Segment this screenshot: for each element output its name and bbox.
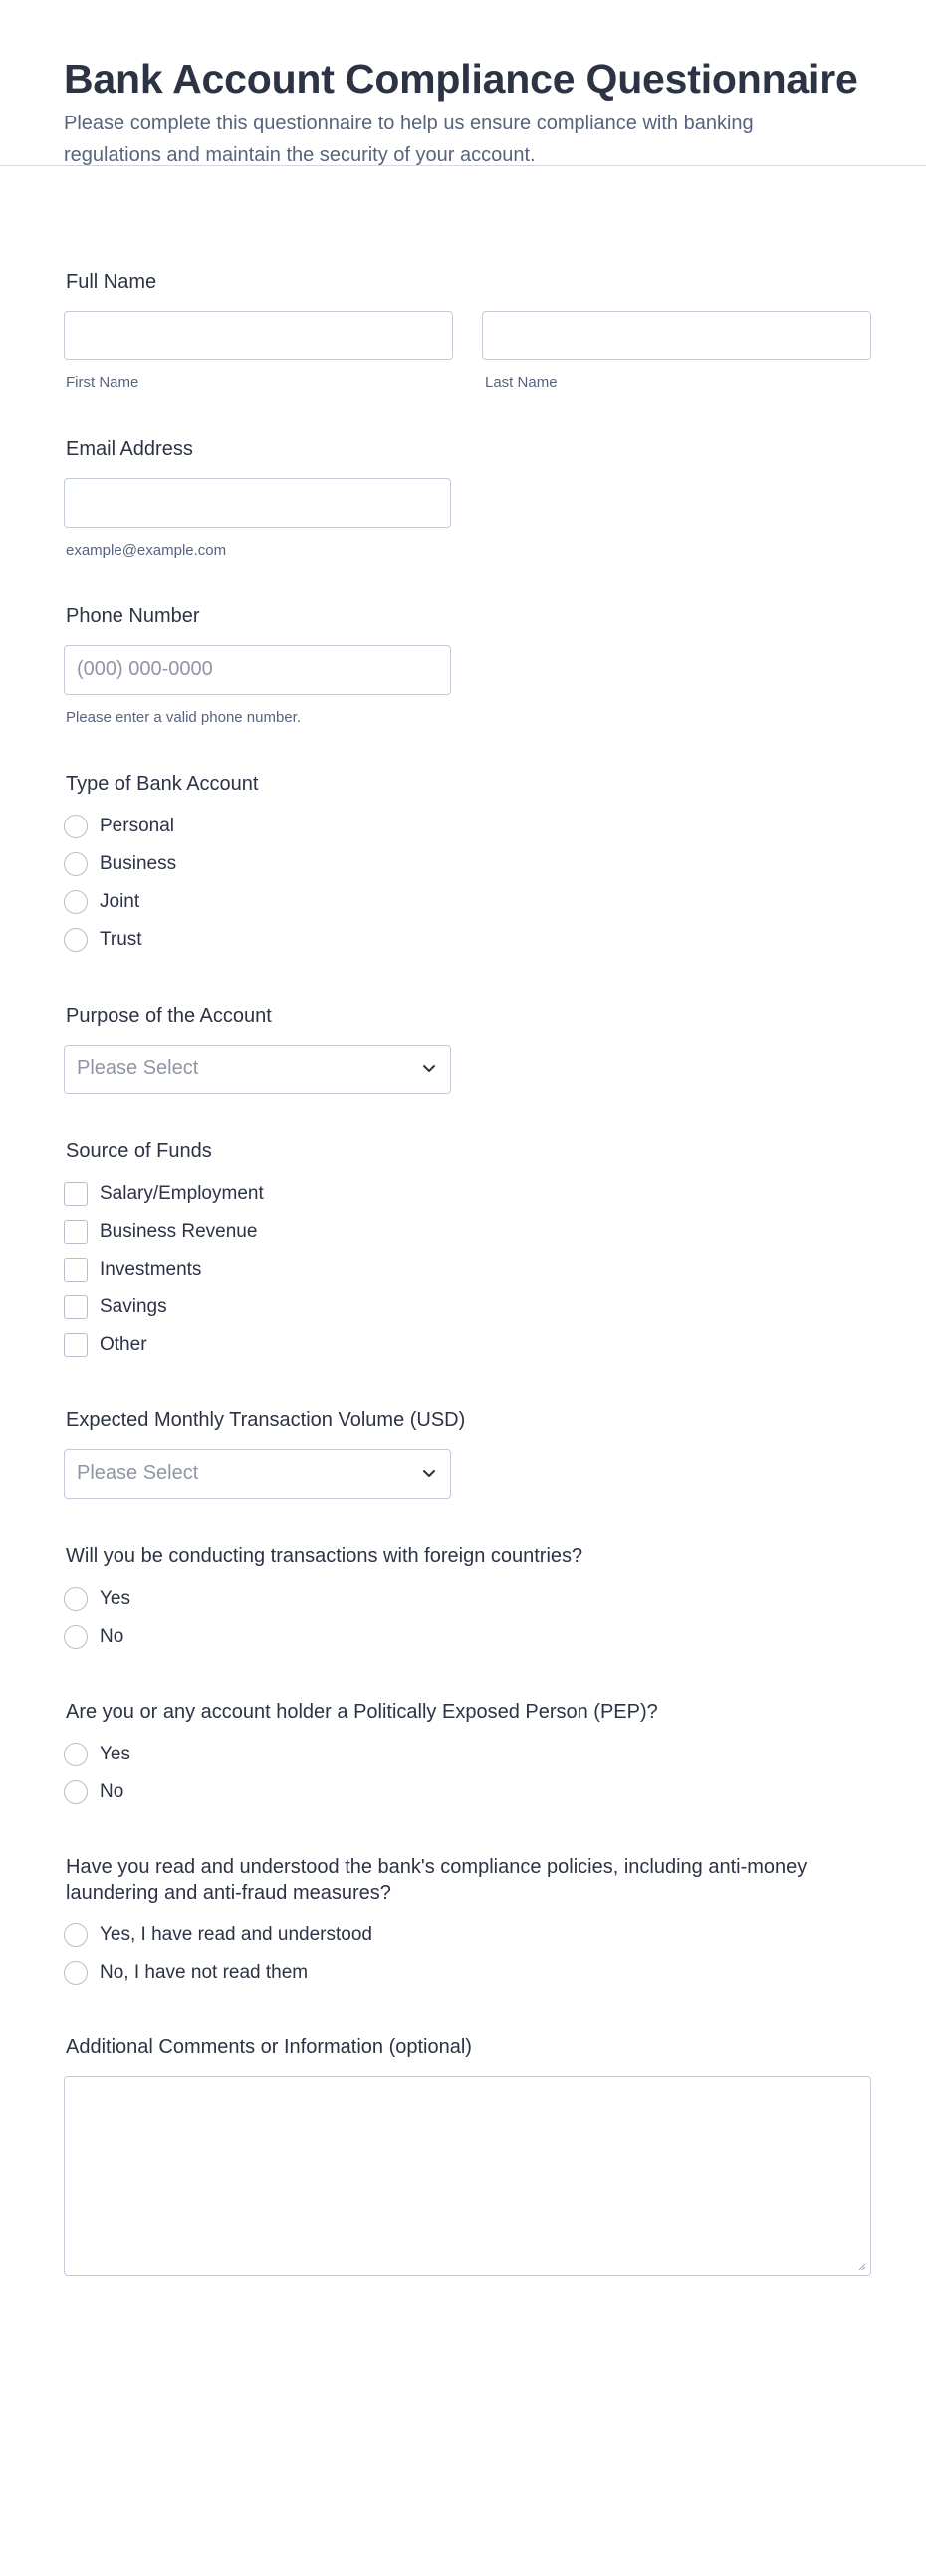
chevron-down-icon [420,1464,438,1482]
volume-selected-value: Please Select [77,1462,199,1484]
source-option-business-revenue[interactable] [64,1218,257,1246]
page-title: Bank Account Compliance Questionnaire [64,56,858,102]
radio-button[interactable] [64,890,88,914]
radio-button[interactable] [64,1961,88,1985]
page-subtitle: Please complete this questionnaire to help us ensure compliance with banking regulations and maintain the security of your account. [64,113,754,166]
radio-button[interactable] [64,928,88,952]
radio-button[interactable] [64,852,88,876]
volume-select[interactable] [64,1449,451,1499]
radio-button[interactable] [64,815,88,838]
email-sublabel: example@example.com [66,542,227,559]
option-label: No [100,1781,124,1802]
policies-option-yes[interactable] [64,1921,372,1949]
option-label: Yes, I have read and understood [100,1924,372,1945]
option-label: Other [100,1334,147,1355]
option-label: Yes [100,1588,130,1609]
checkbox[interactable] [64,1295,88,1319]
radio-button[interactable] [64,1923,88,1947]
purpose-selected-value: Please Select [77,1057,199,1079]
source-option-investments[interactable] [64,1256,201,1284]
checkbox[interactable] [64,1258,88,1282]
radio-button[interactable] [64,1743,88,1766]
account-type-option-business[interactable] [64,850,176,878]
phone-label: Phone Number [66,605,200,627]
first-name-input[interactable] [64,311,453,360]
option-label: Joint [100,891,140,912]
email-label: Email Address [66,438,193,460]
pep-label: Are you or any account holder a Politically Exposed Person (PEP)? [66,1701,658,1723]
option-label: No, I have not read them [100,1962,309,1983]
comments-textarea[interactable] [64,2076,871,2276]
phone-input[interactable]: (000) 000-0000 [64,645,451,695]
checkbox[interactable] [64,1220,88,1244]
purpose-select[interactable] [64,1045,451,1094]
comments-label: Additional Comments or Information (optional) [66,2036,472,2058]
chevron-down-icon [420,1059,438,1077]
foreign-option-yes[interactable] [64,1585,130,1613]
policies-option-no[interactable] [64,1959,308,1987]
option-label: Salary/Employment [100,1183,264,1204]
foreign-option-no[interactable] [64,1623,123,1651]
option-label: Savings [100,1296,167,1317]
option-label: No [100,1626,124,1647]
source-option-other[interactable] [64,1331,147,1359]
full-name-label: Full Name [66,271,157,293]
last-name-sublabel: Last Name [485,374,558,391]
form-header [0,0,926,166]
radio-button[interactable] [64,1625,88,1649]
option-label: Investments [100,1259,202,1280]
first-name-sublabel: First Name [66,374,139,391]
volume-label: Expected Monthly Transaction Volume (USD) [66,1409,466,1431]
purpose-label: Purpose of the Account [66,1005,272,1027]
account-type-option-personal[interactable] [64,813,174,840]
foreign-transactions-label: Will you be conducting transactions with foreign countries? [66,1545,583,1567]
account-type-label: Type of Bank Account [66,773,259,795]
radio-button[interactable] [64,1780,88,1804]
option-label: Personal [100,816,174,836]
checkbox[interactable] [64,1333,88,1357]
source-option-salary[interactable] [64,1180,264,1208]
email-input[interactable] [64,478,451,528]
radio-button[interactable] [64,1587,88,1611]
option-label: Business Revenue [100,1221,258,1242]
policies-label: Have you read and understood the bank's compliance policies, including anti-money laundering and anti-fraud measures? [66,1856,808,1904]
option-label: Trust [100,929,142,950]
account-type-option-joint[interactable] [64,888,139,916]
account-type-option-trust[interactable] [64,926,142,954]
phone-sublabel: Please enter a valid phone number. [66,709,301,726]
pep-option-yes[interactable] [64,1741,130,1768]
last-name-input[interactable] [482,311,871,360]
option-label: Business [100,853,177,874]
checkbox[interactable] [64,1182,88,1206]
pep-option-no[interactable] [64,1778,123,1806]
source-of-funds-label: Source of Funds [66,1140,212,1162]
option-label: Yes [100,1744,130,1764]
resize-grip-icon[interactable] [856,2261,866,2271]
source-option-savings[interactable] [64,1293,167,1321]
